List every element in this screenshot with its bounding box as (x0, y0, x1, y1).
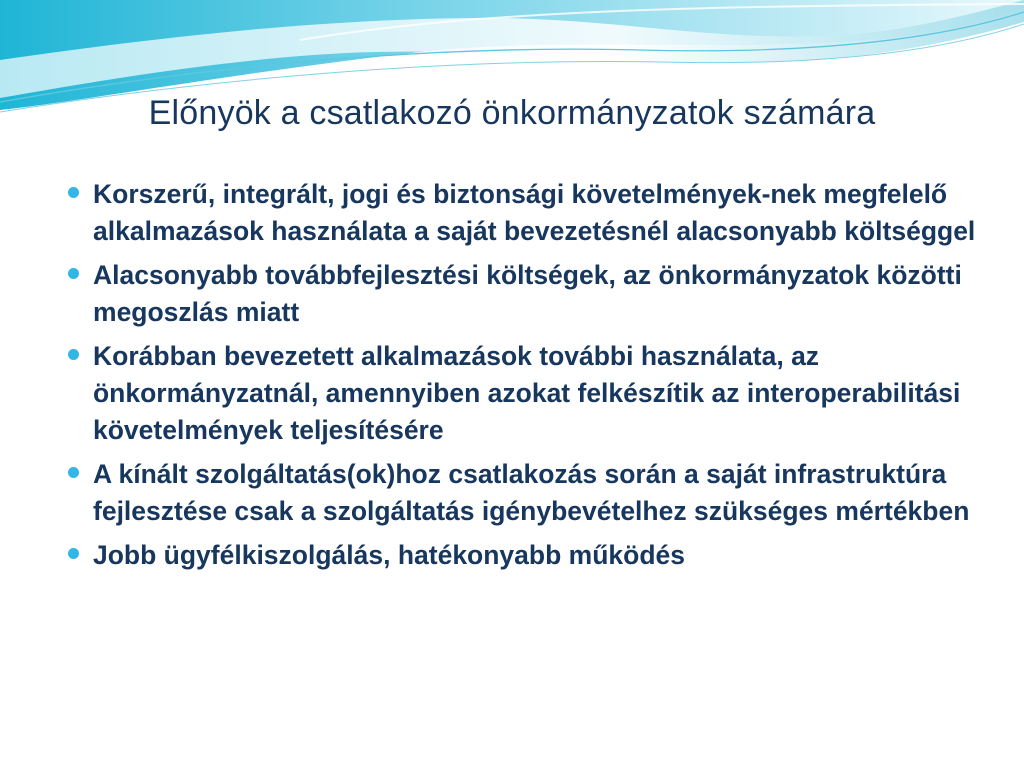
bullet-item (60, 456, 990, 530)
bullet-item (60, 338, 990, 449)
slide-title: Előnyök a csatlakozó önkormányzatok számára (148, 94, 876, 132)
bullet-dot-icon (68, 467, 79, 478)
bullet-dot-icon (68, 187, 79, 198)
bullet-text: Jobb ügyfélkiszolgálás, hatékonyabb működés (93, 540, 685, 570)
bullet-text: Korábban bevezetett alkalmazások további használata, az önkormányzatnál, amennyiben azokat felkészítik az interoperabilitási követelmények teljesítésére (93, 341, 961, 445)
bullet-item (60, 176, 990, 250)
bullet-list (60, 176, 990, 581)
bullet-item (60, 257, 990, 331)
bullet-dot-icon (68, 548, 79, 559)
bullet-text: A kínált szolgáltatás(ok)hoz csatlakozás során a saját infrastruktúra fejlesztése csak a szolgáltatás igénybevételhez szükséges mértékben (93, 459, 970, 526)
bullet-text: Korszerű, integrált, jogi és biztonsági követelmények-nek megfelelő alkalmazások használata a saját bevezetésnél alacsonyabb költséggel (93, 179, 976, 246)
bullet-dot-icon (68, 268, 79, 279)
bullet-item (60, 537, 990, 574)
bullet-text: Alacsonyabb továbbfejlesztési költségek, az önkormányzatok közötti megoszlás miatt (93, 260, 962, 327)
bullet-dot-icon (68, 349, 79, 360)
